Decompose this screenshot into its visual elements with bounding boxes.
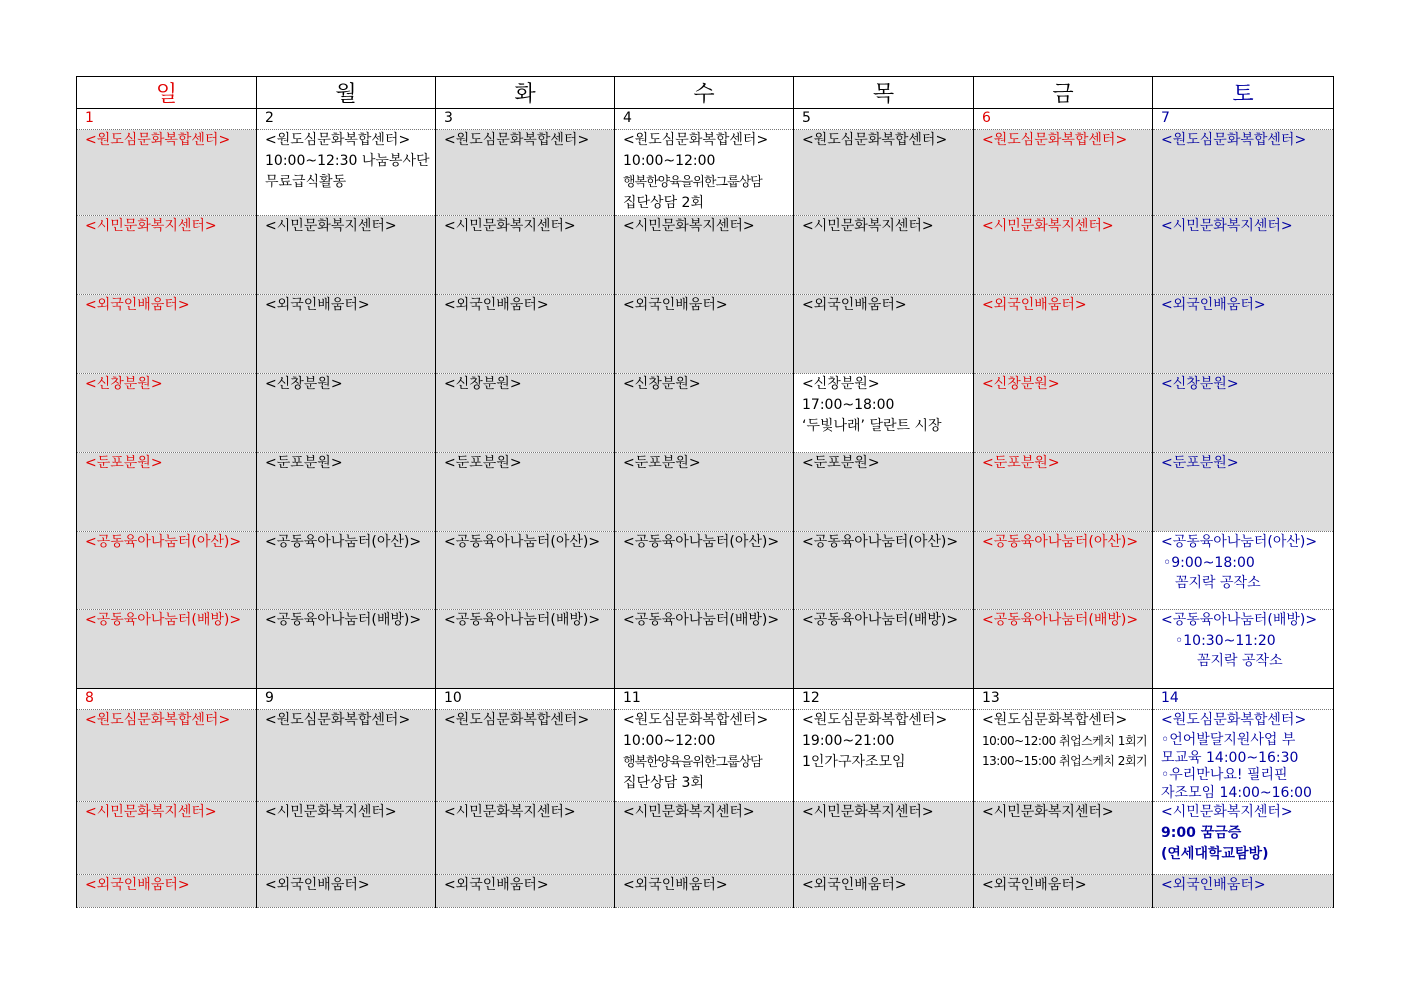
center-cell: <공동육아나눔터(배방)> xyxy=(77,610,257,689)
center-cell: <둔포분원> xyxy=(436,453,615,532)
event-line: ‘두빛나래’ 달란트 시장 xyxy=(802,418,942,434)
center-cell: <외국인배움터> xyxy=(436,295,615,374)
center-cell: <둔포분원> xyxy=(615,453,794,532)
event-line: 10:00~12:00 취업스케치 1회기 xyxy=(982,734,1148,748)
center-cell: <공동육아나눔터(배방)> xyxy=(436,610,615,689)
center-cell: <시민문화복지센터> xyxy=(436,802,615,875)
center-cell: <시민문화복지센터> 9:00 꿈금증 (연세대학교탐방) xyxy=(1153,802,1334,875)
center-cell: <공동육아나눔터(배방)> xyxy=(257,610,436,689)
center-cell: <외국인배움터> xyxy=(1153,295,1334,374)
center-cell: <원도심문화복합센터> ◦언어발달지원사업 부 모교육 14:00~16:30 ◦우리만나요! 필리핀 자조모임 14:00~16:00 xyxy=(1153,710,1334,802)
monthly-calendar xyxy=(76,76,1334,908)
week1-wondo-row xyxy=(77,130,1334,216)
center-cell: <공동육아나눔터(배방)> xyxy=(615,610,794,689)
event-line: 자조모임 14:00~16:00 xyxy=(1161,785,1312,801)
center-cell: <둔포분원> xyxy=(1153,453,1334,532)
center-cell: <외국인배움터> xyxy=(436,875,615,908)
center-cell: <시민문화복지센터> xyxy=(77,802,257,875)
event-line: 1인가구자조모임 xyxy=(802,754,906,770)
center-cell: <시민문화복지센터> xyxy=(615,802,794,875)
center-cell: <원도심문화복합센터> 10:00~12:30 나눔봉사단 무료급식활동 xyxy=(257,130,436,216)
center-cell: <시민문화복지센터> xyxy=(974,216,1153,295)
week1-baebang-row xyxy=(77,610,1334,689)
week2-wondo-row xyxy=(77,710,1334,802)
center-cell: <외국인배움터> xyxy=(615,875,794,908)
center-cell: <공동육아나눔터(아산)> xyxy=(77,532,257,610)
week1-date-row xyxy=(77,109,1334,130)
center-cell: <외국인배움터> xyxy=(77,295,257,374)
day-header-sun: 일 xyxy=(77,77,257,109)
center-cell: <원도심문화복합센터> 10:00~12:00 취업스케치 1회기 13:00~15:00 취업스케치 2회기 xyxy=(974,710,1153,802)
date-cell: 2 xyxy=(257,109,436,130)
center-cell: <공동육아나눔터(아산)> xyxy=(257,532,436,610)
center-cell: <신창분원> xyxy=(257,374,436,453)
center-cell: <외국인배움터> xyxy=(974,875,1153,908)
center-cell: <원도심문화복합센터> 19:00~21:00 1인가구자조모임 xyxy=(794,710,974,802)
week1-dunpo-row xyxy=(77,453,1334,532)
week1-sinchang-row xyxy=(77,374,1334,453)
week1-asan-row xyxy=(77,532,1334,610)
center-cell: <시민문화복지센터> xyxy=(257,802,436,875)
center-cell: <원도심문화복합센터> xyxy=(436,130,615,216)
center-cell: <시민문화복지센터> xyxy=(794,802,974,875)
date-cell: 7 xyxy=(1153,109,1334,130)
event-line: 10:00~12:30 나눔봉사단 xyxy=(265,153,430,169)
date-cell: 12 xyxy=(794,689,974,710)
center-cell: <원도심문화복합센터> 10:00~12:00 행복한양육을위한그룹상담 집단상담 3회 xyxy=(615,710,794,802)
date-cell: 3 xyxy=(436,109,615,130)
event-line: ◦우리만나요! 필리핀 xyxy=(1161,767,1288,783)
center-cell: <신창분원> xyxy=(615,374,794,453)
week2-foreign-row xyxy=(77,875,1334,908)
center-cell: <공동육아나눔터(배방)> ◦10:30~11:20 꼼지락 공작소 xyxy=(1153,610,1334,689)
center-cell: <둔포분원> xyxy=(794,453,974,532)
event-line: 17:00~18:00 xyxy=(802,397,895,413)
center-cell: <신창분원> xyxy=(974,374,1153,453)
center-cell: <외국인배움터> xyxy=(974,295,1153,374)
center-cell: <신창분원> 17:00~18:00 ‘두빛나래’ 달란트 시장 xyxy=(794,374,974,453)
event-line: ◦10:30~11:20 xyxy=(1175,633,1276,649)
day-header-thu: 목 xyxy=(794,77,974,109)
event-line: 행복한양육을위한그룹상담 xyxy=(623,755,762,770)
date-cell: 13 xyxy=(974,689,1153,710)
center-cell: <원도심문화복합센터> xyxy=(436,710,615,802)
center-cell: <둔포분원> xyxy=(974,453,1153,532)
event-line: (연세대학교탐방) xyxy=(1161,846,1269,862)
center-cell: <원도심문화복합센터> 10:00~12:00 행복한양육을위한그룹상담 집단상담 2회 xyxy=(615,130,794,216)
day-header-tue: 화 xyxy=(436,77,615,109)
date-cell: 8 xyxy=(77,689,257,710)
day-header-row xyxy=(77,77,1334,109)
center-cell: <공동육아나눔터(아산)> xyxy=(794,532,974,610)
date-cell: 11 xyxy=(615,689,794,710)
center-cell: <외국인배움터> xyxy=(794,295,974,374)
event-line: ◦9:00~18:00 xyxy=(1163,555,1255,571)
center-cell: <외국인배움터> xyxy=(615,295,794,374)
event-line: 모교육 14:00~16:30 xyxy=(1161,750,1299,766)
event-line: 집단상담 2회 xyxy=(623,195,704,211)
center-cell: <시민문화복지센터> xyxy=(436,216,615,295)
event-line: 행복한양육을위한그룹상담 xyxy=(623,175,762,190)
event-line: ◦언어발달지원사업 부 xyxy=(1161,732,1296,748)
center-cell: <시민문화복지센터> xyxy=(1153,216,1334,295)
date-cell: 1 xyxy=(77,109,257,130)
event-line: 무료급식활동 xyxy=(265,174,347,190)
center-cell: <원도심문화복합센터> xyxy=(794,130,974,216)
center-cell: <신창분원> xyxy=(436,374,615,453)
center-cell: <시민문화복지센터> xyxy=(974,802,1153,875)
center-cell: <공동육아나눔터(아산)> xyxy=(615,532,794,610)
day-header-fri: 금 xyxy=(974,77,1153,109)
date-cell: 9 xyxy=(257,689,436,710)
center-cell: <둔포분원> xyxy=(257,453,436,532)
date-cell: 5 xyxy=(794,109,974,130)
center-cell: <시민문화복지센터> xyxy=(257,216,436,295)
center-cell: <공동육아나눔터(배방)> xyxy=(974,610,1153,689)
event-line: 꼼지락 공작소 xyxy=(1175,575,1261,591)
date-cell: 10 xyxy=(436,689,615,710)
center-cell: <공동육아나눔터(배방)> xyxy=(794,610,974,689)
center-cell: <공동육아나눔터(아산)> ◦9:00~18:00 꼼지락 공작소 xyxy=(1153,532,1334,610)
center-cell: <신창분원> xyxy=(1153,374,1334,453)
week1-simin-row xyxy=(77,216,1334,295)
week1-foreign-row xyxy=(77,295,1334,374)
week2-simin-row xyxy=(77,802,1334,875)
date-cell: 6 xyxy=(974,109,1153,130)
center-cell: <시민문화복지센터> xyxy=(794,216,974,295)
event-line: 10:00~12:00 xyxy=(623,153,716,169)
event-line: 10:00~12:00 xyxy=(623,733,716,749)
date-cell: 4 xyxy=(615,109,794,130)
center-cell: <원도심문화복합센터> xyxy=(1153,130,1334,216)
center-cell: <외국인배움터> xyxy=(1153,875,1334,908)
center-cell: <공동육아나눔터(아산)> xyxy=(974,532,1153,610)
event-line: 9:00 꿈금증 xyxy=(1161,825,1242,841)
event-line: 꼼지락 공작소 xyxy=(1197,653,1283,669)
event-line: 집단상담 3회 xyxy=(623,775,704,791)
date-cell: 14 xyxy=(1153,689,1334,710)
center-cell: <신창분원> xyxy=(77,374,257,453)
center-cell: <원도심문화복합센터> xyxy=(974,130,1153,216)
center-cell: <공동육아나눔터(아산)> xyxy=(436,532,615,610)
center-cell: <둔포분원> xyxy=(77,453,257,532)
day-header-mon: 월 xyxy=(257,77,436,109)
center-cell: <외국인배움터> xyxy=(257,295,436,374)
week2-date-row xyxy=(77,689,1334,710)
event-line: 19:00~21:00 xyxy=(802,733,895,749)
center-cell: <시민문화복지센터> xyxy=(615,216,794,295)
center-cell: <외국인배움터> xyxy=(77,875,257,908)
center-cell: <외국인배움터> xyxy=(257,875,436,908)
event-line: 13:00~15:00 취업스케치 2회기 xyxy=(982,754,1148,768)
center-cell: <외국인배움터> xyxy=(794,875,974,908)
center-cell: <원도심문화복합센터> xyxy=(77,710,257,802)
center-cell: <원도심문화복합센터> xyxy=(257,710,436,802)
center-cell: <원도심문화복합센터> xyxy=(77,130,257,216)
day-header-sat: 토 xyxy=(1153,77,1334,109)
center-cell: <시민문화복지센터> xyxy=(77,216,257,295)
day-header-wed: 수 xyxy=(615,77,794,109)
